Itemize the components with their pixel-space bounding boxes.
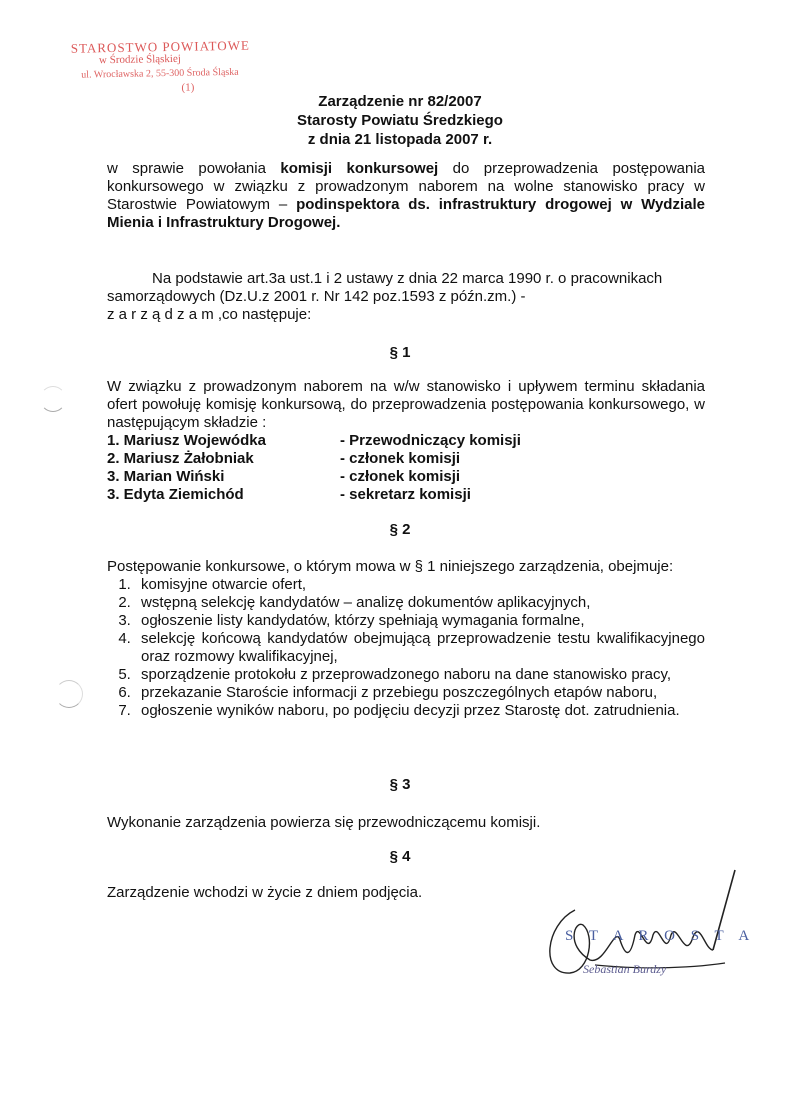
document-title bbox=[0, 92, 800, 149]
legal-basis bbox=[107, 270, 727, 324]
title-line-2: Starosty Powiatu Średzkiego bbox=[297, 112, 503, 129]
list-item: 5. sporządzenie protokołu z przeprowadzonego naboru na dane stanowisko pracy, bbox=[135, 666, 705, 684]
list-item: 2. wstępną selekcję kandydatów – analizę dokumentów aplikacyjnych, bbox=[135, 594, 705, 612]
stamp-line-4: (1) bbox=[181, 81, 195, 94]
committee-member bbox=[107, 450, 607, 468]
subject-paragraph bbox=[107, 160, 705, 232]
basis-line-2: samorządowych (Dz.U.z 2001 r. Nr 142 poz.1593 z późn.zm.) - bbox=[107, 288, 526, 305]
member-role: - członek komisji bbox=[340, 468, 461, 485]
committee-member bbox=[107, 486, 607, 504]
section-4-text: Zarządzenie wchodzi w życie z dniem podjęcia. bbox=[107, 884, 423, 901]
list-item: 6. przekazanie Staroście informacji z przebiegu poszczególnych etapów naboru, bbox=[135, 684, 705, 702]
subject-bold-1: komisji konkursowej bbox=[280, 160, 439, 177]
committee-member bbox=[107, 468, 607, 486]
list-item: 7. ogłoszenie wyników naboru, po podjęciu decyzji przez Starostę dot. zatrudnienia. bbox=[135, 702, 705, 720]
stamp-line-2: w Środzie Śląskiej bbox=[98, 52, 181, 67]
section-1-mark: § 1 bbox=[389, 344, 411, 361]
list-item: 1. komisyjne otwarcie ofert, bbox=[135, 576, 705, 594]
section-4-mark: § 4 bbox=[389, 848, 411, 865]
member-role: - Przewodniczący komisji bbox=[340, 432, 521, 449]
member-name: 2. Mariusz Żałobniak bbox=[107, 450, 254, 467]
title-line-3: z dnia 21 listopada 2007 r. bbox=[307, 131, 493, 148]
member-name: 3. Edyta Ziemichód bbox=[107, 486, 244, 503]
committee-member bbox=[107, 432, 607, 450]
committee-list bbox=[107, 432, 607, 504]
member-role: - członek komisji bbox=[340, 450, 461, 467]
list-item: 3. ogłoszenie listy kandydatów, którzy spełniają wymagania formalne, bbox=[135, 612, 705, 630]
section-2-intro: Postępowanie konkursowe, o którym mowa w § 1 niniejszego zarządzenia, obejmuje: bbox=[107, 558, 674, 575]
section-3-mark: § 3 bbox=[389, 776, 411, 793]
subject-text-2: do przeprowadzenia postępowania konkursowego w związku z prowadzonym naborem na wolne stanowisko pracy w Starostwie Powiatowym – bbox=[107, 160, 706, 213]
section-2-list bbox=[107, 576, 705, 720]
starosta-seal-text: S T A R O S T A bbox=[565, 928, 756, 944]
punch-hole-mark bbox=[55, 680, 83, 708]
punch-hole-mark bbox=[40, 386, 66, 412]
title-line-1: Zarządzenie nr 82/2007 bbox=[318, 93, 482, 110]
member-name: 1. Mariusz Wojewódka bbox=[107, 432, 266, 449]
section-1-text: W związku z prowadzonym naborem na w/w stanowisko i upływem terminu składania ofert powołuję komisję konkursową, do przeprowadzenia postępowania konkursowego, w następującym składzie : bbox=[107, 378, 705, 431]
section-3-text: Wykonanie zarządzenia powierza się przewodniczącemu komisji. bbox=[107, 814, 541, 831]
signature-block bbox=[535, 865, 765, 985]
member-role: - sekretarz komisji bbox=[340, 486, 471, 503]
signature-name: Sebastian Burdzy bbox=[583, 962, 667, 976]
stamp-line-3: ul. Wrocławska 2, 55-300 Środa Śląska bbox=[81, 66, 239, 81]
handwritten-signature bbox=[535, 865, 765, 985]
member-name: 3. Marian Wiński bbox=[107, 468, 225, 485]
list-item: 4. selekcję końcową kandydatów obejmującą przeprowadzenie testu kwalifikacyjnego oraz rozmowy kwalifikacyjnej, bbox=[135, 630, 705, 666]
basis-line-3: z a r z ą d z a m ,co następuje: bbox=[107, 306, 312, 323]
subject-text-1: w sprawie powołania bbox=[107, 160, 281, 177]
subject-bold-2: podinspektora ds. infrastruktury drogowej w Wydziale Mienia i Infrastruktury Drogowej. bbox=[107, 196, 705, 231]
section-2-mark: § 2 bbox=[389, 521, 411, 538]
stamp-line-1: STAROSTWO POWIATOWE bbox=[70, 37, 251, 56]
basis-line-1: Na podstawie art.3a ust.1 i 2 ustawy z dnia 22 marca 1990 r. o pracownikach bbox=[152, 270, 663, 287]
office-stamp bbox=[0, 0, 800, 94]
